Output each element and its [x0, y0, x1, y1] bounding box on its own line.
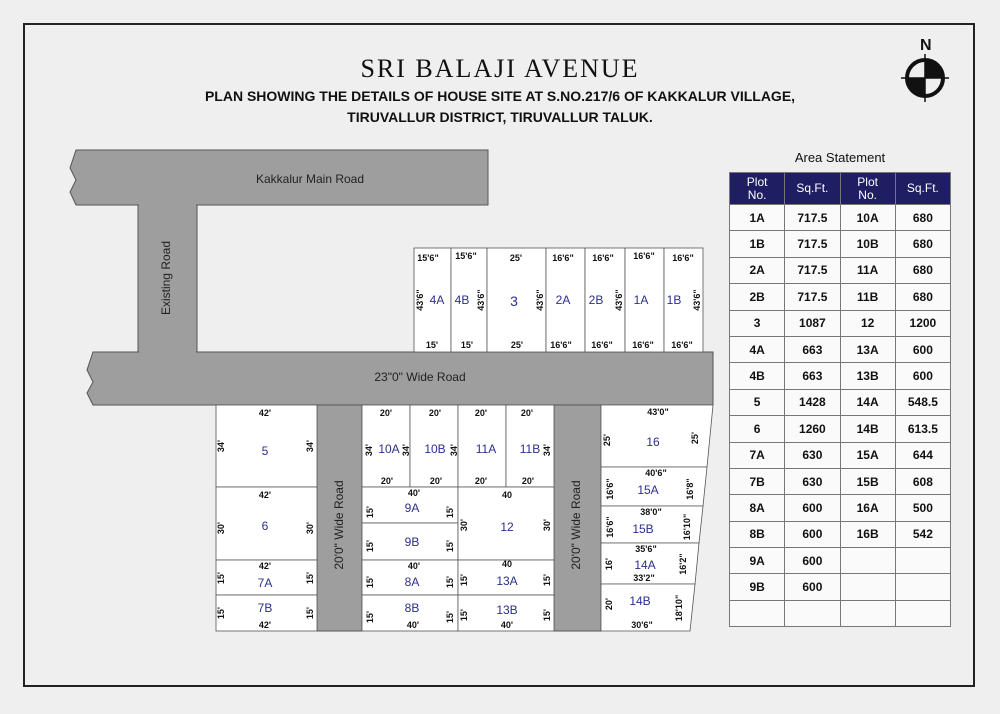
table-cell: 2A — [730, 257, 785, 283]
dim: 16'6" — [605, 516, 615, 538]
plot-label-7B: 7B — [257, 601, 273, 615]
dim: 15' — [365, 539, 375, 553]
dim: 34' — [449, 443, 459, 457]
table-cell — [840, 548, 895, 574]
table-cell — [895, 548, 950, 574]
plot-label-4A: 4A — [429, 293, 445, 307]
table-cell: 548.5 — [895, 389, 950, 415]
table-row — [730, 231, 951, 257]
plot-label-14B: 14B — [629, 594, 651, 608]
table-cell: 5 — [730, 389, 785, 415]
table-cell: 717.5 — [785, 231, 840, 257]
dim: 15' — [542, 608, 552, 622]
dim: 34' — [305, 439, 315, 453]
table-cell — [895, 574, 950, 600]
table-row — [730, 257, 951, 283]
dim: 15' — [459, 573, 469, 587]
dim: 16'6" — [591, 340, 613, 350]
table-cell: 3 — [730, 310, 785, 336]
dim: 15' — [365, 575, 375, 589]
table-header: Plot No. — [840, 173, 895, 205]
dim: 38'0" — [640, 507, 662, 517]
plot-label-10A: 10A — [378, 442, 400, 456]
table-row — [730, 336, 951, 362]
dim: 30'6" — [631, 620, 653, 630]
dim: 40 — [501, 490, 513, 500]
dim: 40' — [407, 561, 421, 571]
dim: 16' — [604, 557, 614, 571]
table-cell: 9B — [730, 574, 785, 600]
plot-label-11B: 11B — [519, 442, 541, 456]
table-cell: 663 — [785, 336, 840, 362]
dim: 16'6" — [632, 340, 654, 350]
dim: 15' — [445, 539, 455, 553]
table-cell — [840, 600, 895, 626]
table-cell: 600 — [895, 336, 950, 362]
table-cell: 4A — [730, 336, 785, 362]
table-row — [730, 442, 951, 468]
dim: 16'8" — [685, 478, 695, 500]
dim: 33'2" — [633, 573, 655, 583]
dim: 18'10" — [674, 594, 684, 622]
table-cell: 14B — [840, 416, 895, 442]
table-row — [730, 548, 951, 574]
dim: 42' — [258, 490, 272, 500]
dim: 43'6" — [692, 289, 702, 311]
table-header: Sq.Ft. — [785, 173, 840, 205]
table-cell: 15B — [840, 468, 895, 494]
plot-label-9B: 9B — [404, 535, 420, 549]
plot-label-6: 6 — [261, 519, 269, 533]
table-cell — [730, 600, 785, 626]
table-cell: 7B — [730, 468, 785, 494]
table-cell: 600 — [895, 363, 950, 389]
plot-label-3: 3 — [510, 293, 518, 309]
dim: 15' — [365, 610, 375, 624]
area-statement-title: Area Statement — [794, 150, 886, 165]
table-header: Plot No. — [730, 173, 785, 205]
dim: 30' — [305, 521, 315, 535]
road-label-20-right: 20'0" Wide Road — [569, 480, 583, 570]
dim: 40 — [501, 559, 513, 569]
dim: 15' — [216, 606, 226, 620]
table-cell: 542 — [895, 521, 950, 547]
table-row — [730, 205, 951, 231]
dim: 15' — [445, 610, 455, 624]
dim: 16'6" — [550, 340, 572, 350]
plot-label-4B: 4B — [454, 293, 470, 307]
dim: 34' — [401, 443, 411, 457]
table-cell: 12 — [840, 310, 895, 336]
dim: 15'6" — [455, 251, 477, 261]
dim: 20' — [521, 476, 535, 486]
dim: 15' — [305, 606, 315, 620]
table-cell: 663 — [785, 363, 840, 389]
plot-label-1B: 1B — [666, 293, 682, 307]
dim: 20' — [604, 597, 614, 611]
table-cell: 11B — [840, 284, 895, 310]
plot-label-1A: 1A — [633, 293, 649, 307]
dim: 16'6" — [605, 478, 615, 500]
road-label-20-left: 20'0" Wide Road — [332, 480, 346, 570]
plot-label-2B: 2B — [588, 293, 604, 307]
dim: 34' — [216, 439, 226, 453]
table-cell — [840, 574, 895, 600]
table-cell — [785, 600, 840, 626]
table-cell: 11A — [840, 257, 895, 283]
dim: 15' — [542, 573, 552, 587]
table-row — [730, 495, 951, 521]
dim: 43'6" — [415, 289, 425, 311]
plot-label-14A: 14A — [634, 558, 656, 572]
dim: 15' — [216, 571, 226, 585]
plot-label-2A: 2A — [555, 293, 571, 307]
table-cell: 1087 — [785, 310, 840, 336]
area-statement-table — [729, 172, 951, 627]
table-row — [730, 310, 951, 336]
table-cell: 717.5 — [785, 284, 840, 310]
table-cell: 13A — [840, 336, 895, 362]
dim: 16'6" — [672, 253, 694, 263]
dim: 15' — [445, 575, 455, 589]
dim: 30' — [216, 521, 226, 535]
subtitle-line-1: PLAN SHOWING THE DETAILS OF HOUSE SITE AT S.NO.217/6 OF KAKKALUR VILLAGE, — [204, 88, 796, 104]
plot-label-8B: 8B — [404, 601, 420, 615]
table-cell: 600 — [785, 574, 840, 600]
table-row — [730, 284, 951, 310]
dim: 15' — [305, 571, 315, 585]
plot-label-12: 12 — [500, 520, 514, 534]
plot-label-5: 5 — [261, 444, 269, 458]
plot-label-9A: 9A — [404, 501, 420, 515]
dim: 15' — [445, 505, 455, 519]
table-cell: 15A — [840, 442, 895, 468]
table-cell: 1B — [730, 231, 785, 257]
dim: 16'6" — [633, 251, 655, 261]
dim: 42' — [258, 561, 272, 571]
table-cell: 1A — [730, 205, 785, 231]
dim: 15' — [425, 340, 439, 350]
table-cell: 8A — [730, 495, 785, 521]
table-cell: 1428 — [785, 389, 840, 415]
dim: 25' — [509, 253, 523, 263]
table-row — [730, 416, 951, 442]
dim: 34' — [542, 443, 552, 457]
table-cell: 14A — [840, 389, 895, 415]
table-row — [730, 521, 951, 547]
dim: 43'6" — [614, 289, 624, 311]
table-cell — [895, 600, 950, 626]
dim: 34' — [364, 443, 374, 457]
plot-label-16: 16 — [646, 435, 660, 449]
plot-label-13B: 13B — [496, 603, 518, 617]
dim: 20' — [428, 408, 442, 418]
table-cell: 630 — [785, 442, 840, 468]
dim: 15' — [460, 340, 474, 350]
dim: 25' — [510, 340, 524, 350]
dim: 16'6" — [592, 253, 614, 263]
dim: 25' — [690, 431, 700, 445]
table-cell: 16A — [840, 495, 895, 521]
dim: 20' — [520, 408, 534, 418]
dim: 25' — [602, 433, 612, 447]
dim: 40' — [406, 620, 420, 630]
dim: 40'6" — [645, 468, 667, 478]
table-cell: 644 — [895, 442, 950, 468]
dim: 43'0" — [647, 407, 669, 417]
table-cell: 10B — [840, 231, 895, 257]
table-row — [730, 363, 951, 389]
table-cell: 600 — [785, 495, 840, 521]
table-cell: 630 — [785, 468, 840, 494]
table-cell: 2B — [730, 284, 785, 310]
table-cell: 1200 — [895, 310, 950, 336]
dim: 16'10" — [682, 513, 692, 541]
dim: 43'6" — [535, 289, 545, 311]
dim: 43'6" — [476, 289, 486, 311]
table-header: Sq.Ft. — [895, 173, 950, 205]
table-cell: 7A — [730, 442, 785, 468]
table-row — [730, 600, 951, 626]
table-cell: 717.5 — [785, 257, 840, 283]
dim: 20' — [380, 476, 394, 486]
table-cell: 680 — [895, 257, 950, 283]
table-cell: 8B — [730, 521, 785, 547]
dim: 15' — [459, 608, 469, 622]
table-cell: 4B — [730, 363, 785, 389]
table-row — [730, 574, 951, 600]
table-cell: 9A — [730, 548, 785, 574]
table-cell: 1260 — [785, 416, 840, 442]
table-row — [730, 389, 951, 415]
table-cell: 600 — [785, 548, 840, 574]
page-title: SRI BALAJI AVENUE — [360, 54, 640, 83]
dim: 20' — [379, 408, 393, 418]
dim: 40' — [407, 488, 421, 498]
compass-label: N — [920, 37, 932, 54]
table-cell: 717.5 — [785, 205, 840, 231]
dim: 16'2" — [678, 553, 688, 575]
dim: 42' — [258, 408, 272, 418]
dim: 40' — [500, 620, 514, 630]
table-cell: 613.5 — [895, 416, 950, 442]
dim: 30' — [459, 518, 469, 532]
road-label-main: Kakkalur Main Road — [255, 172, 365, 186]
subtitle-line-2: TIRUVALLUR DISTRICT, TIRUVALLUR TALUK. — [347, 109, 653, 125]
dim: 35'6" — [635, 544, 657, 554]
plot-label-13A: 13A — [496, 574, 518, 588]
dim: 20' — [474, 476, 488, 486]
table-cell: 608 — [895, 468, 950, 494]
table-cell: 600 — [785, 521, 840, 547]
dim: 16'6" — [671, 340, 693, 350]
dim: 15'6" — [417, 253, 439, 263]
table-row — [730, 468, 951, 494]
dim: 42' — [258, 620, 272, 630]
dim: 16'6" — [552, 253, 574, 263]
table-cell: 680 — [895, 284, 950, 310]
dim: 30' — [542, 518, 552, 532]
table-cell: 500 — [895, 495, 950, 521]
plot-label-7A: 7A — [257, 576, 273, 590]
table-cell: 13B — [840, 363, 895, 389]
plot-label-8A: 8A — [404, 575, 420, 589]
table-cell: 680 — [895, 205, 950, 231]
table-cell: 10A — [840, 205, 895, 231]
plot-label-11A: 11A — [475, 442, 497, 456]
road-label-existing: Existing Road — [159, 240, 173, 316]
road-label-23: 23"0" Wide Road — [374, 370, 466, 384]
plot-label-15B: 15B — [632, 522, 654, 536]
dim: 20' — [474, 408, 488, 418]
table-cell: 680 — [895, 231, 950, 257]
dim: 15' — [365, 505, 375, 519]
table-cell: 16B — [840, 521, 895, 547]
plot-label-15A: 15A — [637, 483, 659, 497]
table-cell: 6 — [730, 416, 785, 442]
plot-label-10B: 10B — [424, 442, 446, 456]
dim: 20' — [429, 476, 443, 486]
